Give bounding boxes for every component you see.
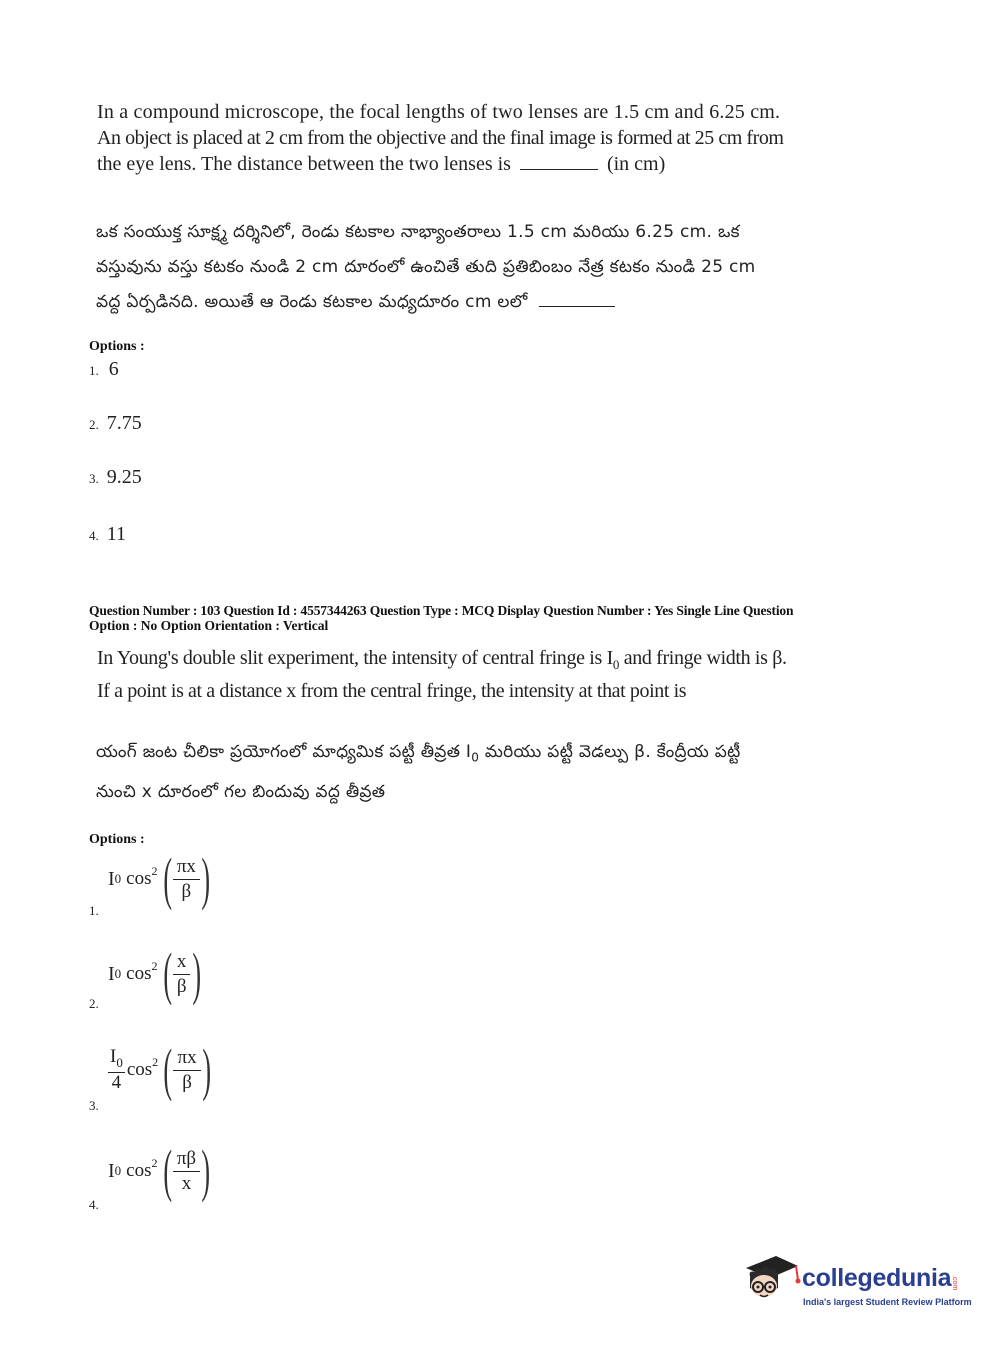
option-value: 11 xyxy=(106,523,127,545)
option-number: 2. xyxy=(89,996,99,1011)
formula xyxy=(108,941,206,1006)
q1-telugu-line-1: ఒక సంయుక్త సూక్ష్మ దర్శినిలో, రెండు కటకాల నాభ్యాంతరాలు 1.5 cm మరియు 6.25 cm. ఒక xyxy=(96,222,740,242)
fraction-numerator: πx xyxy=(173,1048,200,1071)
i0-numerator xyxy=(108,1047,125,1074)
q2-telugu-line-2: నుంచి x దూరంలో గల బిందువు వద్ద తీవ్రత xyxy=(96,782,386,803)
fraction xyxy=(173,952,191,997)
right-paren: ) xyxy=(201,1037,211,1102)
collegedunia-logo xyxy=(740,1250,980,1322)
formula-I: I xyxy=(108,962,115,985)
formula-I: I xyxy=(108,867,115,890)
option-number: 2. xyxy=(89,417,99,432)
q1-option-1[interactable] xyxy=(89,358,119,381)
left-paren: ( xyxy=(163,1037,173,1102)
option-number: 1. xyxy=(89,903,99,918)
formula-sup: 2 xyxy=(151,1156,158,1170)
formula xyxy=(108,1037,216,1102)
option-value: 7.75 xyxy=(106,412,142,434)
formula xyxy=(108,846,215,911)
q2-option-1[interactable] xyxy=(89,846,289,922)
q2-english-line-2: If a point is at a distance x from the central fringe, the intensity at that point is xyxy=(97,680,687,702)
logo-name: collegedunia xyxy=(802,1264,952,1292)
fraction-denominator: β xyxy=(181,880,192,902)
answer-blank xyxy=(520,151,598,170)
option-value: 6 xyxy=(108,358,119,380)
formula-cos: cos xyxy=(126,1059,153,1080)
q2-telugu-line-1 xyxy=(96,735,876,775)
q1-english-suffix: (in cm) xyxy=(606,153,666,175)
fraction-numerator: x xyxy=(173,952,191,975)
formula-cos: cos xyxy=(126,963,152,984)
right-paren: ) xyxy=(201,1138,211,1203)
q2-option-4[interactable] xyxy=(89,1138,289,1216)
q1-telugu-line-3-text: వద్ద ఏర్పడినది. అయితే ఆ రెండు కటకాల మధ్యదూరం cm లలో xyxy=(96,292,528,312)
option-number: 1. xyxy=(89,363,99,378)
fraction-numerator: πx xyxy=(173,857,200,880)
formula-sub: 0 xyxy=(114,871,122,886)
option-number: 4. xyxy=(89,1197,99,1212)
formula-I: I xyxy=(108,1159,115,1182)
q2-option-2[interactable] xyxy=(89,941,289,1017)
q2-meta xyxy=(89,603,919,633)
q2-english-text xyxy=(97,645,877,704)
q2-telugu-line-1-sub: 0 xyxy=(471,750,480,765)
q2-telugu-text xyxy=(96,735,876,810)
fraction-numerator: πβ xyxy=(173,1149,200,1172)
q2-meta-line-1: Question Number : 103 Question Id : 4557344263 Question Type : MCQ Display Question Number : Yes Single Line Question xyxy=(89,603,794,618)
q1-english-line-3-text: the eye lens. The distance between the two lenses is xyxy=(97,153,511,175)
q2-option-3[interactable] xyxy=(89,1037,289,1117)
q2-telugu-line-1-a: యంగ్ జంట చీలికా ప్రయోగంలో మాధ్యమిక పట్టీ తీవ్రత I xyxy=(96,742,472,762)
q2-meta-line-2: Option : No Option Orientation : Vertical xyxy=(89,618,329,633)
q1-option-3[interactable] xyxy=(89,466,142,489)
left-paren: ( xyxy=(162,941,172,1006)
option-number: 4. xyxy=(89,528,99,543)
logo-tagline: India's largest Student Review Platform xyxy=(803,1297,972,1307)
right-paren: ) xyxy=(191,941,201,1006)
left-paren: ( xyxy=(162,846,172,911)
formula-sub: 0 xyxy=(114,1163,122,1178)
fraction-denominator: β xyxy=(176,975,187,997)
fraction xyxy=(173,857,200,902)
answer-blank xyxy=(539,288,615,307)
mascot-icon xyxy=(740,1250,802,1310)
q1-option-2[interactable] xyxy=(89,412,142,435)
q1-english-line-2: An object is placed at 2 cm from the objective and the final image is formed at 25 cm from xyxy=(97,127,784,149)
i0-over-4 xyxy=(108,1047,125,1094)
logo-wordmark xyxy=(802,1264,958,1293)
formula-cos: cos xyxy=(126,1160,152,1181)
formula-sub: 0 xyxy=(116,1054,123,1070)
q1-telugu-line-2: వస్తువును వస్తు కటకం నుండి 2 cm దూరంలో ఉంచితే తుది ప్రతిబింబం నేత్ర కటకం నుండి 25 cm xyxy=(96,257,756,277)
formula-cos: cos xyxy=(126,868,152,889)
q1-option-4[interactable] xyxy=(89,523,126,546)
fraction-denominator: x xyxy=(181,1172,192,1194)
q2-telugu-line-1-b: మరియు పట్టీ వెడల్పు β. కేంద్రీయ పట్టీ xyxy=(479,742,741,762)
fraction-denominator: β xyxy=(182,1071,192,1093)
q2-options-label: Options : xyxy=(89,832,145,847)
formula-sup: 2 xyxy=(152,1055,159,1069)
q2-english-line-1-sub: 0 xyxy=(612,657,620,672)
i0-denominator: 4 xyxy=(111,1072,122,1094)
q1-telugu-line-3 xyxy=(96,285,876,320)
right-paren: ) xyxy=(201,846,210,911)
formula-sub: 0 xyxy=(114,966,122,981)
logo-suffix: .com xyxy=(951,1274,959,1290)
left-paren: ( xyxy=(162,1138,172,1203)
q2-english-line-1 xyxy=(97,645,877,678)
q1-telugu-text xyxy=(96,215,876,320)
option-value: 9.25 xyxy=(106,466,142,488)
q1-options-label: Options : xyxy=(89,339,145,354)
formula xyxy=(108,1138,215,1203)
q2-english-line-1-a: In Young's double slit experiment, the intensity of central fringe is I xyxy=(97,647,613,669)
formula-I: I xyxy=(110,1045,117,1067)
option-number: 3. xyxy=(89,1098,99,1113)
q1-english-line-1: In a compound microscope, the focal lengths of two lenses are 1.5 cm and 6.25 cm. xyxy=(97,101,781,123)
formula-sup: 2 xyxy=(151,959,158,973)
q2-english-line-1-b: and fringe width is β. xyxy=(619,647,787,669)
fraction xyxy=(173,1149,200,1194)
option-number: 3. xyxy=(89,471,99,486)
formula-sup: 2 xyxy=(151,864,158,878)
q1-english-line-3 xyxy=(97,151,877,177)
fraction xyxy=(173,1048,200,1093)
q1-english-text xyxy=(97,99,877,177)
